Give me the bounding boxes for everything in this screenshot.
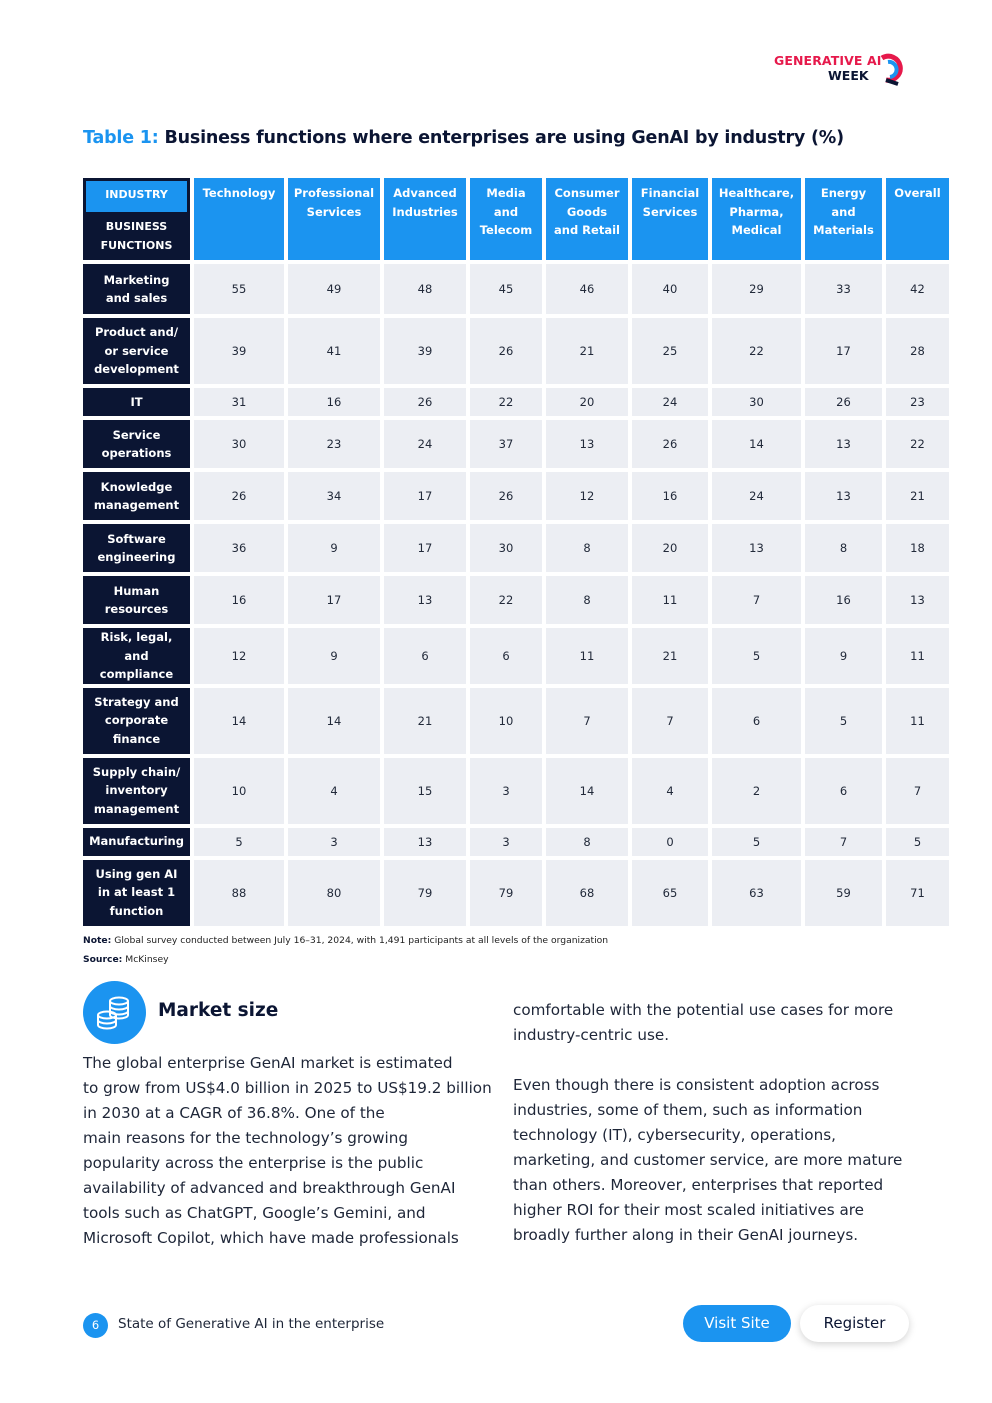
value-cell: 13: [886, 576, 949, 624]
value-cell: 26: [194, 472, 284, 520]
function-label-line: operations: [101, 446, 172, 460]
column-header-line: Goods: [566, 204, 608, 219]
value-cell: 8: [546, 828, 628, 856]
value-cell: 10: [194, 758, 284, 824]
value-cell: 88: [194, 860, 284, 926]
market-size-paragraph-right-2: [513, 1073, 902, 1248]
table-title-label: Table 1:: [83, 128, 159, 148]
function-label-line: management: [93, 801, 180, 816]
note-label: Note:: [83, 935, 112, 946]
value-cell: 5: [194, 828, 284, 856]
value-cell: 16: [194, 576, 284, 624]
paragraph-line: tools such as ChatGPT, Google’s Gemini, and: [83, 1204, 426, 1222]
value-cell: 4: [632, 758, 708, 824]
value-cell: 55: [194, 264, 284, 314]
column-header-line: Media: [486, 186, 526, 200]
footer-document-title: State of Generative AI in the enterprise: [118, 1316, 385, 1332]
value-cell: 63: [712, 860, 801, 926]
value-cell: 11: [886, 688, 949, 754]
value-cell: 3: [288, 828, 380, 856]
value-cell: 3: [470, 828, 542, 856]
value-cell: 6: [384, 628, 466, 684]
value-cell: 14: [194, 688, 284, 754]
function-label-line: Using gen AI: [95, 866, 178, 881]
column-header-line: Technology: [202, 186, 276, 200]
paragraph-line: than others. Moreover, enterprises that reported: [513, 1176, 884, 1194]
column-header-line: Services: [642, 204, 698, 219]
value-cell: 13: [384, 828, 466, 856]
value-cell: 79: [470, 860, 542, 926]
column-header-line: Energy: [820, 186, 867, 200]
paragraph-line: The global enterprise GenAI market is estimated: [83, 1054, 453, 1072]
paragraph-line: main reasons for the technology’s growing: [83, 1129, 409, 1147]
value-cell: 30: [712, 388, 801, 416]
value-cell: 16: [805, 576, 882, 624]
value-cell: 40: [632, 264, 708, 314]
value-cell: 24: [632, 388, 708, 416]
function-label-line: Product and/: [94, 325, 179, 340]
value-cell: 17: [384, 524, 466, 572]
value-cell: 26: [805, 388, 882, 416]
value-cell: 6: [805, 758, 882, 824]
table-row: [83, 420, 949, 468]
corner-header-cell: [83, 178, 190, 260]
column-header-line: Medical: [731, 223, 782, 237]
table-row: [83, 524, 949, 572]
value-cell: 36: [194, 524, 284, 572]
table-row: [83, 388, 949, 416]
value-cell: 7: [632, 688, 708, 754]
business-function-cell: [83, 576, 190, 624]
industry-column-header: [712, 178, 801, 260]
value-cell: 71: [886, 860, 949, 926]
column-header-line: Pharma,: [729, 204, 784, 219]
value-cell: 31: [194, 388, 284, 416]
value-cell: 68: [546, 860, 628, 926]
value-cell: 21: [886, 472, 949, 520]
column-header-line: Industries: [392, 204, 458, 219]
value-cell: 11: [886, 628, 949, 684]
value-cell: 20: [632, 524, 708, 572]
value-cell: 25: [632, 318, 708, 384]
paragraph-line: availability of advanced and breakthrough GenAI: [83, 1179, 456, 1197]
column-header-line: and: [493, 204, 519, 219]
value-cell: 39: [194, 318, 284, 384]
paragraph-line: Microsoft Copilot, which have made professionals: [83, 1229, 459, 1247]
value-cell: 17: [805, 318, 882, 384]
value-cell: 49: [288, 264, 380, 314]
logo-text-line1: GENERATIVE AI: [774, 53, 882, 68]
business-function-cell: [83, 472, 190, 520]
value-cell: 5: [805, 688, 882, 754]
value-cell: 13: [805, 420, 882, 468]
value-cell: 65: [632, 860, 708, 926]
value-cell: 24: [712, 472, 801, 520]
paragraph-line: technology (IT), cybersecurity, operations,: [513, 1126, 836, 1144]
column-header-line: Overall: [894, 186, 941, 200]
value-cell: 5: [712, 628, 801, 684]
column-header-line: Consumer: [554, 186, 620, 200]
value-cell: 2: [712, 758, 801, 824]
function-label-line: engineering: [97, 550, 176, 564]
value-cell: 17: [384, 472, 466, 520]
paragraph-line: broadly further along in their GenAI journeys.: [513, 1226, 859, 1244]
paragraph-line: comfortable with the potential use cases for more: [513, 1001, 894, 1019]
value-cell: 41: [288, 318, 380, 384]
page-number-badge: 6: [83, 1313, 108, 1338]
value-cell: 23: [288, 420, 380, 468]
value-cell: 5: [886, 828, 949, 856]
value-cell: 79: [384, 860, 466, 926]
value-cell: 48: [384, 264, 466, 314]
value-cell: 8: [805, 524, 882, 572]
business-function-cell: [83, 524, 190, 572]
table-row: [83, 860, 949, 926]
market-size-heading: Market size: [158, 1000, 279, 1021]
function-label-line: IT: [130, 394, 143, 409]
value-cell: 21: [632, 628, 708, 684]
value-cell: 7: [712, 576, 801, 624]
logo-swirl-icon: [876, 50, 910, 88]
function-label-line: Marketing: [103, 272, 170, 287]
value-cell: 24: [384, 420, 466, 468]
industry-column-header: [288, 178, 380, 260]
corner-bottom-line: BUSINESS: [105, 220, 168, 233]
value-cell: 26: [632, 420, 708, 468]
function-label-line: Human: [113, 583, 160, 598]
value-cell: 16: [288, 388, 380, 416]
value-cell: 33: [805, 264, 882, 314]
genai-usage-table: [79, 174, 953, 930]
table-header-row: [83, 178, 949, 260]
value-cell: 21: [546, 318, 628, 384]
logo-text-line2: WEEK: [828, 68, 869, 83]
column-header-line: and: [831, 204, 856, 219]
value-cell: 12: [194, 628, 284, 684]
function-label-line: Service: [112, 427, 161, 442]
function-label-line: management: [93, 498, 180, 512]
business-function-cell: [83, 758, 190, 824]
industry-column-header: [546, 178, 628, 260]
function-label-line: inventory: [105, 783, 168, 798]
function-label-line: Strategy and: [94, 694, 179, 709]
table-source: [83, 954, 169, 965]
paragraph-line: Even though there is consistent adoption across: [513, 1076, 880, 1094]
value-cell: 7: [886, 758, 949, 824]
value-cell: 29: [712, 264, 801, 314]
table-row: [83, 318, 949, 384]
source-text: McKinsey: [122, 954, 169, 965]
business-function-cell: [83, 388, 190, 416]
value-cell: 22: [470, 388, 542, 416]
table-row: [83, 472, 949, 520]
column-header-line: Healthcare,: [718, 186, 795, 200]
market-size-paragraph-left: [83, 1051, 492, 1251]
business-function-cell: [83, 420, 190, 468]
function-label-line: resources: [104, 602, 169, 616]
value-cell: 14: [712, 420, 801, 468]
function-label-line: and sales: [105, 291, 168, 305]
column-header-line: Materials: [813, 223, 874, 237]
function-label-line: Knowledge: [100, 479, 173, 494]
value-cell: 7: [546, 688, 628, 754]
value-cell: 14: [546, 758, 628, 824]
industry-column-header: [384, 178, 466, 260]
paragraph-line: popularity across the enterprise is the public: [83, 1154, 424, 1172]
coins-stack-icon: [83, 981, 146, 1044]
value-cell: 13: [712, 524, 801, 572]
register-button[interactable]: Register: [800, 1305, 909, 1342]
column-header-line: Professional: [293, 186, 375, 200]
function-label-line: Supply chain/: [92, 764, 181, 779]
industry-column-header: [194, 178, 284, 260]
market-size-paragraph-right-1: [513, 998, 893, 1048]
paragraph-line: in 2030 at a CAGR of 36.8%. One of the: [83, 1104, 385, 1122]
industry-column-header: [470, 178, 542, 260]
value-cell: 4: [288, 758, 380, 824]
table-title: [83, 128, 844, 148]
value-cell: 18: [886, 524, 949, 572]
business-function-cell: [83, 318, 190, 384]
table-row: [83, 628, 949, 684]
value-cell: 28: [886, 318, 949, 384]
column-header-line: Telecom: [479, 223, 533, 237]
event-logo: [770, 50, 910, 90]
value-cell: 17: [288, 576, 380, 624]
industry-column-header: [632, 178, 708, 260]
industry-header-label: INDUSTRY: [86, 181, 187, 212]
function-label-line: Manufacturing: [89, 834, 184, 849]
function-label-line: finance: [112, 731, 161, 746]
business-function-cell: [83, 828, 190, 856]
value-cell: 22: [712, 318, 801, 384]
function-label-line: corporate: [104, 713, 169, 728]
industry-column-header: [886, 178, 949, 260]
column-header-line: and Retail: [554, 223, 620, 237]
value-cell: 11: [546, 628, 628, 684]
paragraph-line: industry-centric use.: [513, 1026, 670, 1044]
value-cell: 10: [470, 688, 542, 754]
value-cell: 13: [546, 420, 628, 468]
value-cell: 23: [886, 388, 949, 416]
column-header-line: Advanced: [393, 186, 457, 200]
value-cell: 46: [546, 264, 628, 314]
value-cell: 7: [805, 828, 882, 856]
table-row: [83, 758, 949, 824]
value-cell: 14: [288, 688, 380, 754]
source-label: Source:: [83, 954, 123, 965]
value-cell: 20: [546, 388, 628, 416]
value-cell: 9: [805, 628, 882, 684]
value-cell: 9: [288, 628, 380, 684]
function-label-line: or service: [104, 343, 169, 358]
business-functions-header-label: [86, 217, 187, 255]
paragraph-line: higher ROI for their most scaled initiatives are: [513, 1201, 865, 1219]
business-function-cell: [83, 264, 190, 314]
value-cell: 22: [886, 420, 949, 468]
corner-bottom-line: FUNCTIONS: [100, 239, 173, 252]
table-row: [83, 828, 949, 856]
table-row: [83, 576, 949, 624]
table-title-text: Business functions where enterprises are using GenAI by industry (%): [158, 128, 844, 148]
function-label-line: function: [109, 903, 164, 918]
value-cell: 21: [384, 688, 466, 754]
value-cell: 11: [632, 576, 708, 624]
value-cell: 12: [546, 472, 628, 520]
value-cell: 45: [470, 264, 542, 314]
value-cell: 3: [470, 758, 542, 824]
value-cell: 26: [470, 318, 542, 384]
table-body: [83, 264, 949, 926]
column-header-line: Services: [306, 204, 362, 219]
function-label-line: Software: [107, 531, 166, 546]
value-cell: 0: [632, 828, 708, 856]
value-cell: 30: [470, 524, 542, 572]
visit-site-button[interactable]: Visit Site: [683, 1305, 791, 1342]
value-cell: 26: [470, 472, 542, 520]
table-row: [83, 688, 949, 754]
value-cell: 30: [194, 420, 284, 468]
function-label-line: Risk, legal, and: [100, 630, 173, 663]
value-cell: 9: [288, 524, 380, 572]
industry-column-header: [805, 178, 882, 260]
value-cell: 13: [384, 576, 466, 624]
value-cell: 16: [632, 472, 708, 520]
value-cell: 8: [546, 576, 628, 624]
value-cell: 39: [384, 318, 466, 384]
note-text: Global survey conducted between July 16–31, 2024, with 1,491 participants at all levels of the organization: [111, 935, 609, 946]
value-cell: 5: [712, 828, 801, 856]
value-cell: 8: [546, 524, 628, 572]
paragraph-line: industries, some of them, such as information: [513, 1101, 863, 1119]
value-cell: 22: [470, 576, 542, 624]
value-cell: 6: [470, 628, 542, 684]
value-cell: 80: [288, 860, 380, 926]
value-cell: 15: [384, 758, 466, 824]
value-cell: 37: [470, 420, 542, 468]
value-cell: 26: [384, 388, 466, 416]
paragraph-line: to grow from US$4.0 billion in 2025 to US$19.2 billion: [83, 1079, 492, 1097]
value-cell: 6: [712, 688, 801, 754]
table-row: [83, 264, 949, 314]
function-label-line: development: [94, 362, 179, 377]
paragraph-line: marketing, and customer service, are more mature: [513, 1151, 903, 1169]
value-cell: 59: [805, 860, 882, 926]
table-note: [83, 935, 608, 946]
business-function-cell: [83, 628, 190, 684]
function-label-line: in at least 1: [97, 885, 176, 900]
function-label-line: compliance: [99, 667, 174, 681]
column-header-line: Financial: [640, 186, 700, 200]
value-cell: 13: [805, 472, 882, 520]
business-function-cell: [83, 688, 190, 754]
value-cell: 42: [886, 264, 949, 314]
business-function-cell: [83, 860, 190, 926]
value-cell: 34: [288, 472, 380, 520]
